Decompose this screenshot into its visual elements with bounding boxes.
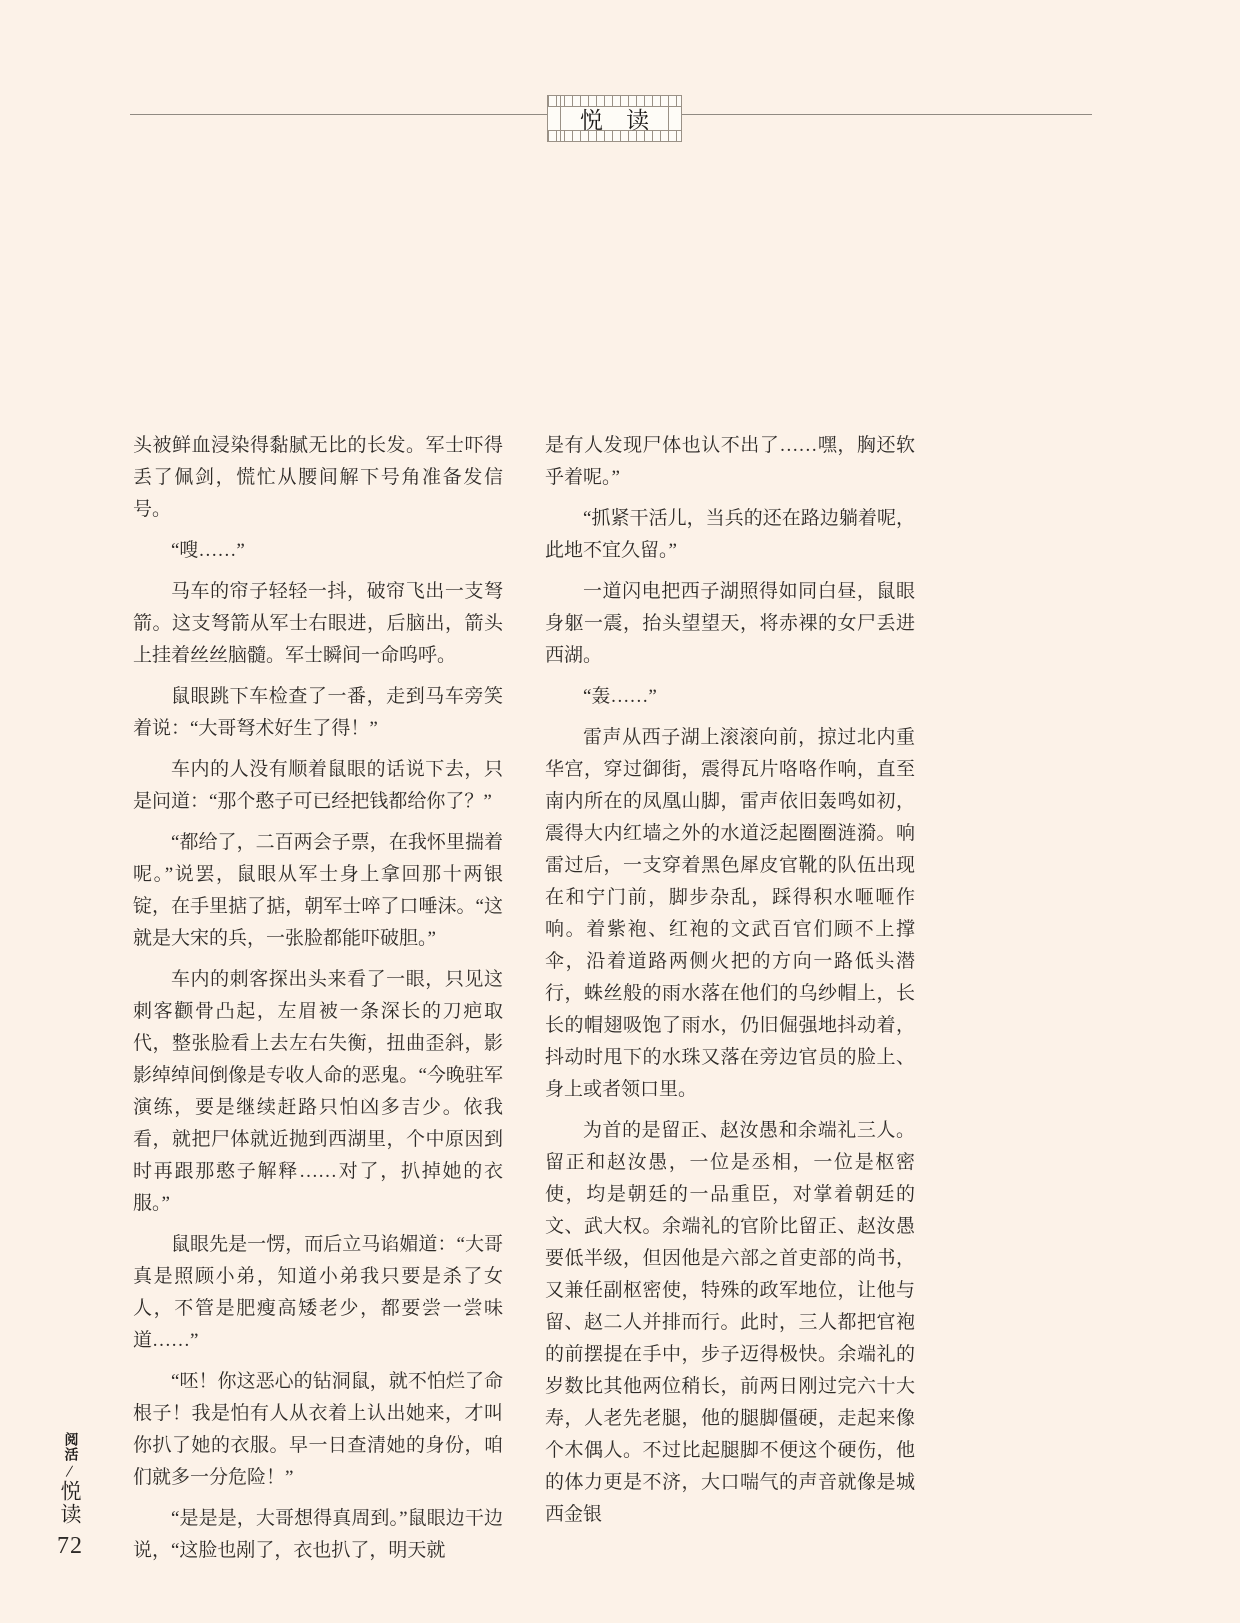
section-name-label: 悦读 (58, 1480, 82, 1526)
page-number: 72 (57, 1533, 83, 1559)
paragraph: 鼠眼跳下车检查了一番，走到马车旁笑着说：“大哥弩术好生了得！” (133, 686, 503, 739)
text-column-right (545, 430, 915, 1540)
section-stamp (547, 95, 682, 142)
section-title: 悦 读 (579, 108, 658, 134)
page-margin-label (55, 1432, 85, 1560)
paragraph: “是是是，大哥想得真周到。”鼠眼边干边说，“这脸也剐了，衣也扒了，明天就 (133, 1508, 503, 1561)
paragraph: 为首的是留正、赵汝愚和余端礼三人。留正和赵汝愚，一位是丞相，一位是枢密使，均是朝廷的一品重臣，对掌着朝廷的文、武大权。余端礼的官阶比留正、赵汝愚要低半级，但因他是六部之首吏部的尚书，又兼任副枢密使，特殊的政军地位，让他与留、赵二人并排而行。此时，三人都把官袍的前摆提在手中，步子迈得极快。余端礼的岁数比其他两位稍长，前两日刚过完六十大寿，人老先老腿，他的腿脚僵硬，走起来像个木偶人。不过比起腿脚不便这个硬伤，他的体力更是不济，大口喘气的声音就像是城西金银 (545, 1120, 915, 1525)
text-column-left (133, 430, 503, 1576)
paragraph: 头被鲜血浸染得黏腻无比的长发。军士吓得丢了佩剑，慌忙从腰间解下号角准备发信号。 (133, 435, 503, 520)
paragraph: 车内的人没有顺着鼠眼的话说下去，只是问道：“那个憨子可已经把钱都给你了？” (133, 759, 503, 812)
magazine-name-label: 阅活 (62, 1432, 78, 1462)
slash-separator: / (65, 1460, 75, 1482)
paragraph: 是有人发现尸体也认不出了……嘿，胸还软乎着呢。” (545, 435, 915, 488)
paragraph: 车内的刺客探出头来看了一眼，只见这刺客颧骨凸起，左眉被一条深长的刀疤取代，整张脸看上去左右失衡，扭曲歪斜，影影绰绰间倒像是专收人命的恶鬼。“今晚驻军演练，要是继续赶路只怕凶多吉少。依我看，就把尸体就近抛到西湖里，个中原因到时再跟那憨子解释……对了，扒掉她的衣服。” (133, 969, 503, 1214)
paragraph: “嗖……” (171, 540, 245, 561)
paragraph: 雷声从西子湖上滚滚向前，掠过北内重华宫，穿过御街，震得瓦片咯咯作响，直至南内所在的凤凰山脚，雷声依旧轰鸣如初，震得大内红墙之外的水道泛起圈圈涟漪。响雷过后，一支穿着黑色犀皮官靴的队伍出现在和宁门前，脚步杂乱，踩得积水咂咂作响。着紫袍、红袍的文武百官们顾不上撑伞，沿着道路两侧火把的方向一路低头潜行，蛛丝般的雨水落在他们的乌纱帽上，长长的帽翅吸饱了雨水，仍旧倔强地抖动着，抖动时甩下的水珠又落在旁边官员的脸上、身上或者领口里。 (545, 727, 915, 1100)
paragraph: “呸！你这恶心的钻洞鼠，就不怕烂了命根子！我是怕有人从衣着上认出她来，才叫你扒了她的衣服。早一日查清她的身份，咱们就多一分危险！” (133, 1371, 503, 1488)
paragraph: 一道闪电把西子湖照得如同白昼，鼠眼身躯一震，抬头望望天，将赤裸的女尸丢进西湖。 (545, 581, 915, 666)
paragraph: 鼠眼先是一愣，而后立马谄媚道：“大哥真是照顾小弟，知道小弟我只要是杀了女人，不管是肥瘦高矮老少，都要尝一尝味道……” (133, 1234, 503, 1351)
paragraph: “轰……” (583, 686, 657, 707)
paragraph: 马车的帘子轻轻一抖，破帘飞出一支弩箭。这支弩箭从军士右眼进，后脑出，箭头上挂着丝丝脑髓。军士瞬间一命呜呼。 (133, 581, 503, 666)
paragraph: “都给了，二百两会子票，在我怀里揣着呢。”说罢，鼠眼从军士身上拿回那十两银锭，在手里掂了掂，朝军士啐了口唾沫。“这就是大宋的兵，一张脸都能吓破胆。” (133, 832, 503, 949)
paragraph: “抓紧干活儿，当兵的还在路边躺着呢，此地不宜久留。” (545, 508, 915, 561)
